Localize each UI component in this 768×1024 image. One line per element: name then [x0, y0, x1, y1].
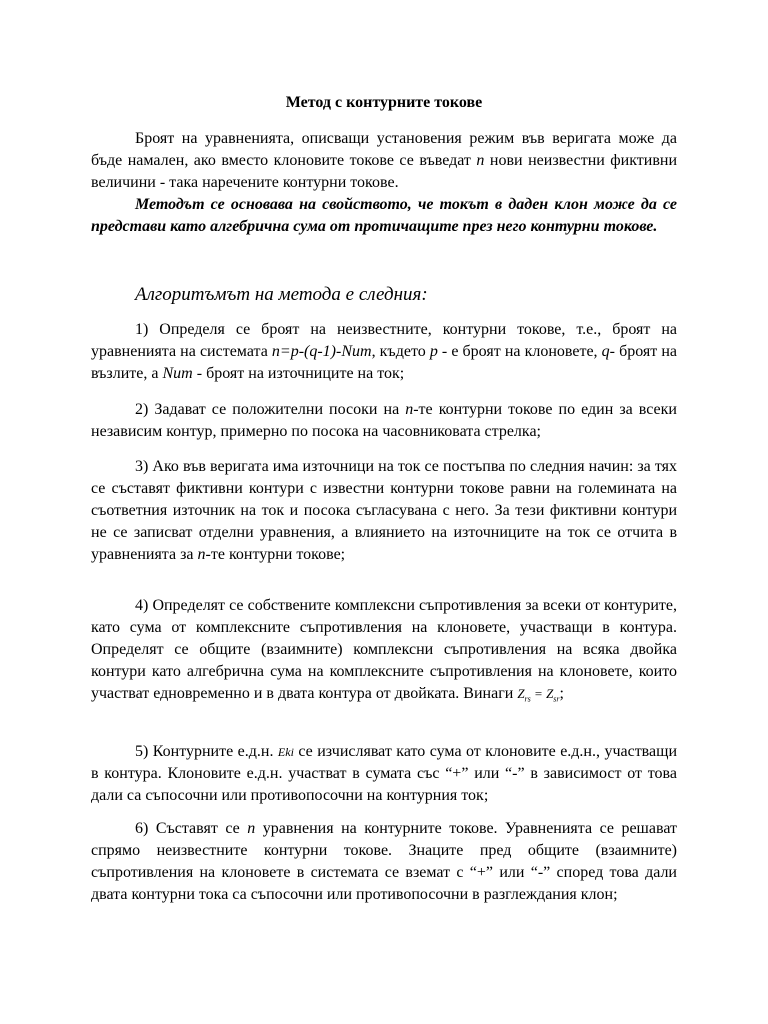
step-4 [91, 595, 677, 711]
n-variable: n [197, 546, 206, 563]
step-4-text-b: ; [559, 685, 564, 702]
step-2 [91, 399, 677, 443]
q-variable: q- [601, 343, 615, 360]
step-5-text-b: се изчисляват като сума от клоновите е.д.н., участващи в контура. Клоновите е.д.н. участват в сумата със “+” или “-” в зависимост от това дали са съпосочни или противопосочни на контурния ток; [91, 743, 678, 804]
step-4-text-a: 4) Определят се собствените комплексни съпротивления за всеки от контурите, като сума от комплексните съпротивления на клоновете, участващи в контура. Определят се общите (взаимните) комплексни съпротивления на всяка двойка контури като алгебрична сума на комплексните съпротивления на клоновете, които участват едновременно и в двата контура от двойката. Винаги [91, 597, 677, 702]
p-variable: p [429, 343, 438, 360]
page-title: Метод с контурните токове [285, 94, 483, 111]
step-6 [91, 818, 677, 906]
nit-variable: Nит [162, 365, 193, 382]
step-1-text-c: - е броят на клоновете, [441, 343, 598, 360]
intro-text-1: Броят на уравненията, описващи установения режим във веригата може да бъде намален, ако вместо клоновите токове се въведат [91, 130, 677, 169]
step-5-text-a: 5) Контурните е.д.н. [135, 743, 274, 760]
intro-text-2: нови неизвестни фиктивни величини - така наречените контурни токове. [91, 152, 678, 191]
n-variable: n [476, 152, 485, 169]
method-principle-paragraph: Методът се основава на свойството, че токът в даден клон може да се представи като алгебрична сума от протичащите през него контурни токове. [91, 196, 677, 235]
step-3 [91, 456, 677, 566]
eki-symbol: Eki [277, 745, 294, 759]
step-2-text-b: -те контурни токове по един за всеки независим контур, примерно по посока на часовниковата стрелка; [91, 401, 677, 440]
step-6-text-b: уравнения на контурните токове. Уравненията се решават спрямо неизвестните контурни токове. Знаците пред общите (взаимните) съпротивления на клоновете в системата се вземат с “+” или “-” според това дали двата контурни тока са съпосочни или противопосочни в разглеждания клон; [91, 820, 678, 903]
intro-paragraph [91, 128, 677, 194]
step-1-text-d: броят на възлите, а [91, 343, 678, 382]
step-6-text-a: 6) Съставят се [135, 820, 240, 837]
step-3-text-a: 3) Ако във веригата има източници на ток се постъпва по следния начин: за тях се съставят фиктивни контури с известни контурни токове равни на големината на съответния източник на ток и посока съгласувана с него. За тези фиктивни контури не се записват отделни уравнения, а влиянието на източниците на ток се отчита в уравненията за [91, 458, 677, 563]
step-1-text-b: , където [371, 343, 426, 360]
step-1-text-a: 1) Определя се броят на неизвестните, контурни токове, т.е., броят на уравненията на системата [91, 321, 677, 360]
step-3-text-b: -те контурни токове; [205, 546, 346, 563]
step-1-text-e: - броят на източниците на ток; [196, 365, 405, 382]
step-5 [91, 741, 677, 807]
step-1-formula: n=p-(q-1)-Nит [271, 343, 372, 360]
step-2-text-a: 2) Задават се положителни посоки на [135, 401, 400, 418]
n-variable: n [247, 820, 256, 837]
step-1 [91, 319, 677, 385]
n-variable: n [405, 401, 414, 418]
algorithm-heading: Алгоритъмът на метода е следния: [135, 284, 428, 305]
z-equality-formula: $Z_{rs} = Z_{sr}$ [517, 686, 560, 704]
